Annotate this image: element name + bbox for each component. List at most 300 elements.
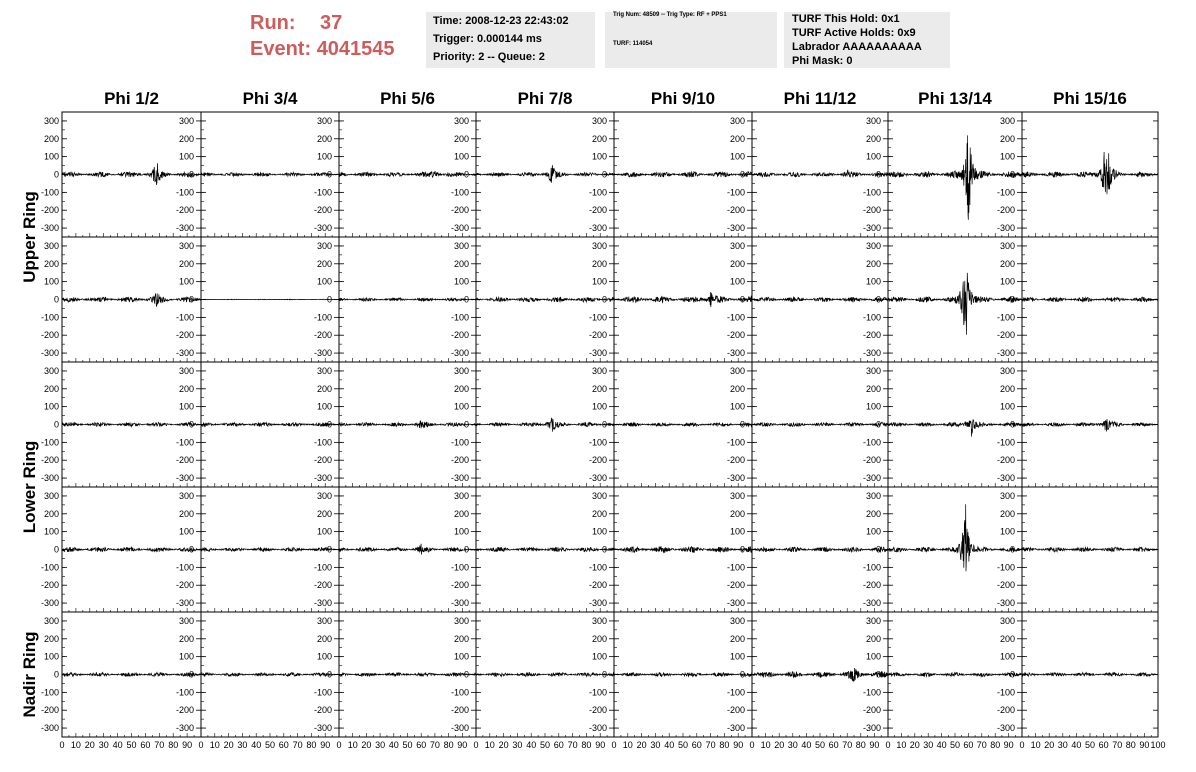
y-tick-label: -300 xyxy=(726,223,745,234)
y-tick-label: 0 xyxy=(739,544,745,555)
y-tick-label: 0 xyxy=(53,669,59,680)
y-tick-label: 200 xyxy=(591,633,607,644)
y-tick-label: 0 xyxy=(326,669,332,680)
waveform-trace xyxy=(62,547,201,552)
y-tick-label: 300 xyxy=(865,240,881,251)
y-tick-label: -300 xyxy=(40,473,59,484)
labrador-line: Labrador AAAAAAAAAA xyxy=(792,41,922,53)
y-tick-label: 100 xyxy=(865,651,881,662)
y-tick-label: 100 xyxy=(43,151,59,162)
y-tick-label: -300 xyxy=(450,348,469,359)
y-tick-label: 100 xyxy=(43,526,59,537)
x-tick-label: 90 xyxy=(182,740,193,750)
y-tick-label: 300 xyxy=(316,240,332,251)
y-tick-label: -300 xyxy=(175,723,194,734)
y-tick-label: 100 xyxy=(865,276,881,287)
y-tick-label: -300 xyxy=(996,723,1015,734)
x-tick-label: 50 xyxy=(539,740,551,750)
x-tick-label: 40 xyxy=(526,740,537,750)
x-tick-label: 80 xyxy=(855,740,866,750)
y-tick-label: -300 xyxy=(450,723,469,734)
y-tick-label: 100 xyxy=(316,401,332,412)
y-tick-label: 0 xyxy=(739,294,745,305)
y-tick-label: 0 xyxy=(188,544,194,555)
y-tick-label: -100 xyxy=(450,562,469,573)
y-tick-label: -200 xyxy=(313,205,332,216)
x-tick-label: 0 xyxy=(885,740,891,750)
y-tick-label: 100 xyxy=(591,151,607,162)
y-tick-label: -100 xyxy=(175,437,194,448)
y-tick-label: 200 xyxy=(999,258,1015,269)
y-tick-label: 200 xyxy=(43,133,59,144)
y-tick-label: 300 xyxy=(999,115,1015,126)
y-tick-label: -100 xyxy=(40,687,59,698)
y-tick-label: 100 xyxy=(43,651,59,662)
waveform-trace xyxy=(752,170,888,178)
y-tick-label: 100 xyxy=(453,401,469,412)
x-tick-label: 10 xyxy=(209,740,220,750)
y-tick-label: -300 xyxy=(588,473,607,484)
x-tick-label: 40 xyxy=(936,740,947,750)
y-tick-label: -300 xyxy=(450,223,469,234)
y-tick-label: -300 xyxy=(175,223,194,234)
x-tick-label: 20 xyxy=(909,740,920,750)
x-tick-label: 40 xyxy=(801,740,812,750)
waveform-trace xyxy=(1022,297,1158,302)
x-tick-label: 0 xyxy=(59,740,65,750)
waveform-trace xyxy=(339,420,476,428)
x-tick-label: 80 xyxy=(168,740,179,750)
x-tick-label: 80 xyxy=(443,740,454,750)
x-tick-label: 80 xyxy=(719,740,730,750)
x-tick-label: 70 xyxy=(976,740,987,750)
y-tick-label: 200 xyxy=(178,633,194,644)
y-tick-label: 200 xyxy=(43,383,59,394)
y-tick-label: 100 xyxy=(591,651,607,662)
y-tick-label: -100 xyxy=(862,437,881,448)
y-tick-label: 300 xyxy=(999,615,1015,626)
y-tick-label: 100 xyxy=(729,276,745,287)
waveform-trace xyxy=(476,297,614,302)
waveform-trace xyxy=(1022,152,1158,194)
y-tick-label: 0 xyxy=(53,169,59,180)
x-tick-label: 70 xyxy=(842,740,853,750)
y-tick-label: -100 xyxy=(726,312,745,323)
y-tick-label: -300 xyxy=(996,473,1015,484)
waveform-trace xyxy=(339,544,476,555)
waveform-trace xyxy=(339,298,476,301)
y-tick-label: -300 xyxy=(313,598,332,609)
y-tick-label: -100 xyxy=(40,312,59,323)
y-tick-label: 100 xyxy=(316,526,332,537)
y-tick-label: -100 xyxy=(450,187,469,198)
y-tick-label: 200 xyxy=(729,133,745,144)
y-tick-label: 100 xyxy=(999,276,1015,287)
y-tick-label: 300 xyxy=(729,115,745,126)
y-tick-label: -200 xyxy=(588,455,607,466)
row-group-label: Lower Ring xyxy=(20,440,39,534)
waveform-trace xyxy=(201,673,339,677)
waveform-trace xyxy=(62,673,201,677)
column-header: Phi 3/4 xyxy=(242,89,298,108)
y-tick-label: 200 xyxy=(591,133,607,144)
y-tick-label: -200 xyxy=(726,455,745,466)
column-header: Phi 9/10 xyxy=(650,89,716,108)
y-tick-label: 100 xyxy=(178,151,194,162)
y-tick-label: -200 xyxy=(175,455,194,466)
y-tick-label: -200 xyxy=(40,205,59,216)
y-tick-label: 300 xyxy=(999,365,1015,376)
y-tick-label: -100 xyxy=(726,437,745,448)
trigger-line: Trigger: 0.000144 ms xyxy=(433,33,542,45)
y-tick-label: 300 xyxy=(591,115,607,126)
y-tick-label: -100 xyxy=(313,687,332,698)
y-tick-label: 300 xyxy=(729,365,745,376)
y-tick-label: 200 xyxy=(729,633,745,644)
x-tick-label: 0 xyxy=(473,740,479,750)
y-tick-label: -300 xyxy=(588,723,607,734)
y-tick-label: -200 xyxy=(862,580,881,591)
x-tick-label: 70 xyxy=(154,740,165,750)
waveform-trace xyxy=(752,668,888,682)
y-tick-label: 100 xyxy=(453,276,469,287)
y-tick-label: 0 xyxy=(1009,169,1015,180)
y-tick-label: -100 xyxy=(996,187,1015,198)
y-tick-label: -100 xyxy=(862,687,881,698)
y-tick-label: -200 xyxy=(996,205,1015,216)
y-tick-label: -100 xyxy=(726,687,745,698)
y-tick-label: 100 xyxy=(999,151,1015,162)
y-tick-label: 100 xyxy=(591,526,607,537)
y-tick-label: -300 xyxy=(313,348,332,359)
y-tick-label: 0 xyxy=(1009,294,1015,305)
x-tick-label: 60 xyxy=(691,740,702,750)
y-tick-label: -100 xyxy=(40,437,59,448)
y-tick-label: -200 xyxy=(40,330,59,341)
y-tick-label: -200 xyxy=(862,455,881,466)
y-tick-label: 300 xyxy=(729,240,745,251)
y-tick-label: 0 xyxy=(601,669,607,680)
waveform-trace xyxy=(339,673,476,677)
y-tick-label: 200 xyxy=(316,383,332,394)
x-tick-label: 30 xyxy=(375,740,386,750)
x-tick-label: 30 xyxy=(1057,740,1068,750)
waveform-trace xyxy=(614,546,752,552)
y-tick-label: 100 xyxy=(729,526,745,537)
y-tick-label: -200 xyxy=(862,205,881,216)
y-tick-label: 200 xyxy=(999,633,1015,644)
x-tick-label: 90 xyxy=(595,740,606,750)
x-tick-label: 10 xyxy=(760,740,771,750)
y-tick-label: 200 xyxy=(999,133,1015,144)
column-header: Phi 11/12 xyxy=(783,89,857,108)
y-tick-label: 300 xyxy=(865,115,881,126)
event-label: Event: xyxy=(250,38,312,60)
y-tick-label: 0 xyxy=(875,669,881,680)
y-tick-label: 0 xyxy=(875,169,881,180)
x-tick-label: 80 xyxy=(990,740,1001,750)
y-tick-label: 300 xyxy=(999,490,1015,501)
y-tick-label: 300 xyxy=(316,615,332,626)
y-tick-label: 200 xyxy=(43,633,59,644)
y-tick-label: 300 xyxy=(453,615,469,626)
y-tick-label: 0 xyxy=(739,419,745,430)
y-tick-label: -200 xyxy=(40,455,59,466)
y-tick-label: 0 xyxy=(188,169,194,180)
y-tick-label: 300 xyxy=(729,490,745,501)
y-tick-label: 200 xyxy=(316,508,332,519)
y-tick-label: 200 xyxy=(591,383,607,394)
x-tick-label: 50 xyxy=(949,740,961,750)
x-tick-label: 0 xyxy=(1019,740,1025,750)
y-tick-label: 100 xyxy=(865,151,881,162)
y-tick-label: -300 xyxy=(175,598,194,609)
x-tick-label: 50 xyxy=(814,740,826,750)
waveform-trace xyxy=(614,423,752,427)
y-tick-label: -200 xyxy=(40,580,59,591)
x-tick-label: 70 xyxy=(567,740,578,750)
y-tick-label: 100 xyxy=(865,401,881,412)
x-tick-label: 90 xyxy=(1139,740,1150,750)
row-group-label: Upper Ring xyxy=(20,191,39,283)
y-tick-label: 300 xyxy=(591,240,607,251)
x-tick-label: 90 xyxy=(1003,740,1014,750)
y-tick-label: -200 xyxy=(996,580,1015,591)
y-tick-label: -100 xyxy=(313,312,332,323)
y-tick-label: 300 xyxy=(591,490,607,501)
time-line: Time: 2008-12-23 22:43:02 xyxy=(433,15,569,27)
column-header: Phi 1/2 xyxy=(104,89,159,108)
y-tick-label: 300 xyxy=(178,490,194,501)
y-tick-label: -300 xyxy=(40,223,59,234)
x-tick-label: 20 xyxy=(498,740,509,750)
y-tick-label: -100 xyxy=(996,312,1015,323)
x-tick-label: 60 xyxy=(278,740,289,750)
y-tick-label: 200 xyxy=(316,633,332,644)
y-tick-label: -200 xyxy=(313,705,332,716)
y-tick-label: 0 xyxy=(875,294,881,305)
row-group-label: Nadir Ring xyxy=(20,631,39,718)
priority-line: Priority: 2 -- Queue: 2 xyxy=(433,51,545,63)
x-tick-label: 30 xyxy=(787,740,798,750)
y-tick-label: 0 xyxy=(739,669,745,680)
y-tick-label: 100 xyxy=(178,651,194,662)
x-tick-label: 0 xyxy=(198,740,204,750)
run-value: 37 xyxy=(320,12,343,34)
waveform-trace xyxy=(1022,672,1158,676)
y-tick-label: -200 xyxy=(175,330,194,341)
y-tick-label: -100 xyxy=(175,312,194,323)
y-tick-label: 200 xyxy=(453,133,469,144)
waveform-trace xyxy=(888,419,1022,436)
y-tick-label: -100 xyxy=(313,187,332,198)
x-tick-label: 90 xyxy=(457,740,468,750)
y-tick-label: 300 xyxy=(316,115,332,126)
y-tick-label: 200 xyxy=(453,258,469,269)
y-tick-label: 300 xyxy=(43,490,59,501)
y-tick-label: -300 xyxy=(862,723,881,734)
y-tick-label: 200 xyxy=(43,508,59,519)
x-tick-label: 70 xyxy=(1112,740,1123,750)
waveform-trace xyxy=(62,163,201,185)
y-tick-label: 100 xyxy=(729,401,745,412)
y-tick-label: -100 xyxy=(726,187,745,198)
y-tick-label: 300 xyxy=(316,365,332,376)
y-tick-label: 100 xyxy=(999,651,1015,662)
x-tick-label: 30 xyxy=(650,740,661,750)
y-tick-label: -200 xyxy=(450,205,469,216)
y-tick-label: 100 xyxy=(453,526,469,537)
y-tick-label: 300 xyxy=(591,365,607,376)
x-tick-label: 50 xyxy=(264,740,276,750)
y-tick-label: 300 xyxy=(453,490,469,501)
x-tick-label: 60 xyxy=(963,740,974,750)
y-tick-label: -300 xyxy=(40,598,59,609)
y-tick-label: 200 xyxy=(178,383,194,394)
x-tick-label: 10 xyxy=(896,740,907,750)
y-tick-label: 200 xyxy=(316,258,332,269)
y-tick-label: 200 xyxy=(316,133,332,144)
y-tick-label: -100 xyxy=(450,437,469,448)
x-tick-label: 50 xyxy=(1084,740,1096,750)
x-tick-label: 50 xyxy=(126,740,137,750)
event-value: 4041545 xyxy=(316,38,395,60)
y-tick-label: 300 xyxy=(729,615,745,626)
y-tick-label: -200 xyxy=(862,705,881,716)
y-tick-label: 300 xyxy=(999,240,1015,251)
y-tick-label: -100 xyxy=(726,562,745,573)
x-tick-label: 20 xyxy=(1044,740,1055,750)
y-tick-label: 200 xyxy=(591,258,607,269)
y-tick-label: 0 xyxy=(601,419,607,430)
y-tick-label: 0 xyxy=(1009,544,1015,555)
x-tick-label: 60 xyxy=(553,740,564,750)
x-tick-label: 20 xyxy=(223,740,234,750)
y-tick-label: 0 xyxy=(326,169,332,180)
y-tick-label: 200 xyxy=(729,508,745,519)
y-tick-label: -100 xyxy=(175,687,194,698)
x-tick-label: 0 xyxy=(749,740,755,750)
waveform-trace xyxy=(201,172,339,176)
turf-active-line: TURF Active Holds: 0x9 xyxy=(792,27,916,39)
y-tick-label: 100 xyxy=(178,401,194,412)
y-tick-label: 100 xyxy=(999,401,1015,412)
y-tick-label: 0 xyxy=(463,169,469,180)
y-tick-label: -100 xyxy=(450,312,469,323)
y-tick-label: -300 xyxy=(40,723,59,734)
x-tick-label: 10 xyxy=(70,740,81,750)
y-tick-label: 200 xyxy=(591,508,607,519)
column-header: Phi 7/8 xyxy=(517,89,573,108)
y-tick-label: -200 xyxy=(588,580,607,591)
y-tick-label: 0 xyxy=(53,419,59,430)
y-tick-label: 200 xyxy=(453,633,469,644)
y-tick-label: 200 xyxy=(999,508,1015,519)
y-tick-label: 100 xyxy=(999,526,1015,537)
y-tick-label: -100 xyxy=(996,437,1015,448)
x-tick-label: 90 xyxy=(869,740,880,750)
x-tick-label: 10 xyxy=(347,740,358,750)
x-tick-label: 30 xyxy=(923,740,934,750)
y-tick-label: -100 xyxy=(862,562,881,573)
x-tick-label: 20 xyxy=(774,740,785,750)
y-tick-label: -300 xyxy=(588,223,607,234)
y-tick-label: 100 xyxy=(316,651,332,662)
y-tick-label: -300 xyxy=(726,473,745,484)
y-tick-label: -200 xyxy=(588,205,607,216)
x-tick-label: 60 xyxy=(828,740,839,750)
waveform-trace xyxy=(62,422,201,426)
y-tick-label: -300 xyxy=(862,598,881,609)
y-tick-label: -200 xyxy=(726,330,745,341)
y-tick-label: 300 xyxy=(178,365,194,376)
y-tick-label: 0 xyxy=(463,419,469,430)
y-tick-label: 200 xyxy=(865,383,881,394)
x-tick-label: 40 xyxy=(251,740,262,750)
y-tick-label: 300 xyxy=(865,365,881,376)
y-tick-label: 100 xyxy=(178,526,194,537)
y-tick-label: -300 xyxy=(862,348,881,359)
y-tick-label: -200 xyxy=(996,705,1015,716)
y-tick-label: 0 xyxy=(463,544,469,555)
y-tick-label: 100 xyxy=(453,151,469,162)
y-tick-label: 300 xyxy=(865,615,881,626)
y-tick-label: 200 xyxy=(43,258,59,269)
waveform-trace xyxy=(339,171,476,178)
y-tick-label: 200 xyxy=(865,133,881,144)
x-tick-label: 0 xyxy=(336,740,342,750)
y-tick-label: -200 xyxy=(726,580,745,591)
y-tick-label: 0 xyxy=(53,294,59,305)
y-tick-label: 100 xyxy=(729,651,745,662)
y-tick-label: 100 xyxy=(178,276,194,287)
y-tick-label: 0 xyxy=(326,294,332,305)
y-tick-label: -100 xyxy=(862,187,881,198)
y-tick-label: -200 xyxy=(40,705,59,716)
x-tick-label: 80 xyxy=(581,740,592,750)
y-tick-label: 200 xyxy=(453,508,469,519)
y-tick-label: -300 xyxy=(588,598,607,609)
y-tick-label: 100 xyxy=(43,276,59,287)
x-tick-label: 20 xyxy=(636,740,647,750)
y-tick-label: -300 xyxy=(313,723,332,734)
waveform-trace xyxy=(614,292,752,307)
y-tick-label: -300 xyxy=(862,473,881,484)
waveform-trace xyxy=(752,422,888,426)
column-header: Phi 13/14 xyxy=(918,89,992,108)
y-tick-label: 200 xyxy=(865,258,881,269)
x-tick-label: 70 xyxy=(429,740,440,750)
x-tick-label: 80 xyxy=(1125,740,1136,750)
x-tick-label: 60 xyxy=(140,740,151,750)
x-tick-label: 60 xyxy=(1098,740,1109,750)
x-tick-label: 90 xyxy=(733,740,744,750)
y-tick-label: 100 xyxy=(316,276,332,287)
x-tick-label: 40 xyxy=(112,740,123,750)
waveform-trace xyxy=(888,673,1022,677)
y-tick-label: 200 xyxy=(999,383,1015,394)
y-tick-label: -200 xyxy=(726,205,745,216)
y-tick-label: -200 xyxy=(588,330,607,341)
x-tick-label: 30 xyxy=(237,740,248,750)
x-tick-label: 70 xyxy=(292,740,303,750)
x-tick-label: 50 xyxy=(402,740,413,750)
trig-num-line: Trig Num: 48509 -- Trig Type: RF + PPS1 xyxy=(613,12,727,18)
y-tick-label: 0 xyxy=(463,669,469,680)
waveform-trace xyxy=(62,293,201,306)
y-tick-label: 100 xyxy=(729,151,745,162)
waveform-trace xyxy=(752,547,888,552)
